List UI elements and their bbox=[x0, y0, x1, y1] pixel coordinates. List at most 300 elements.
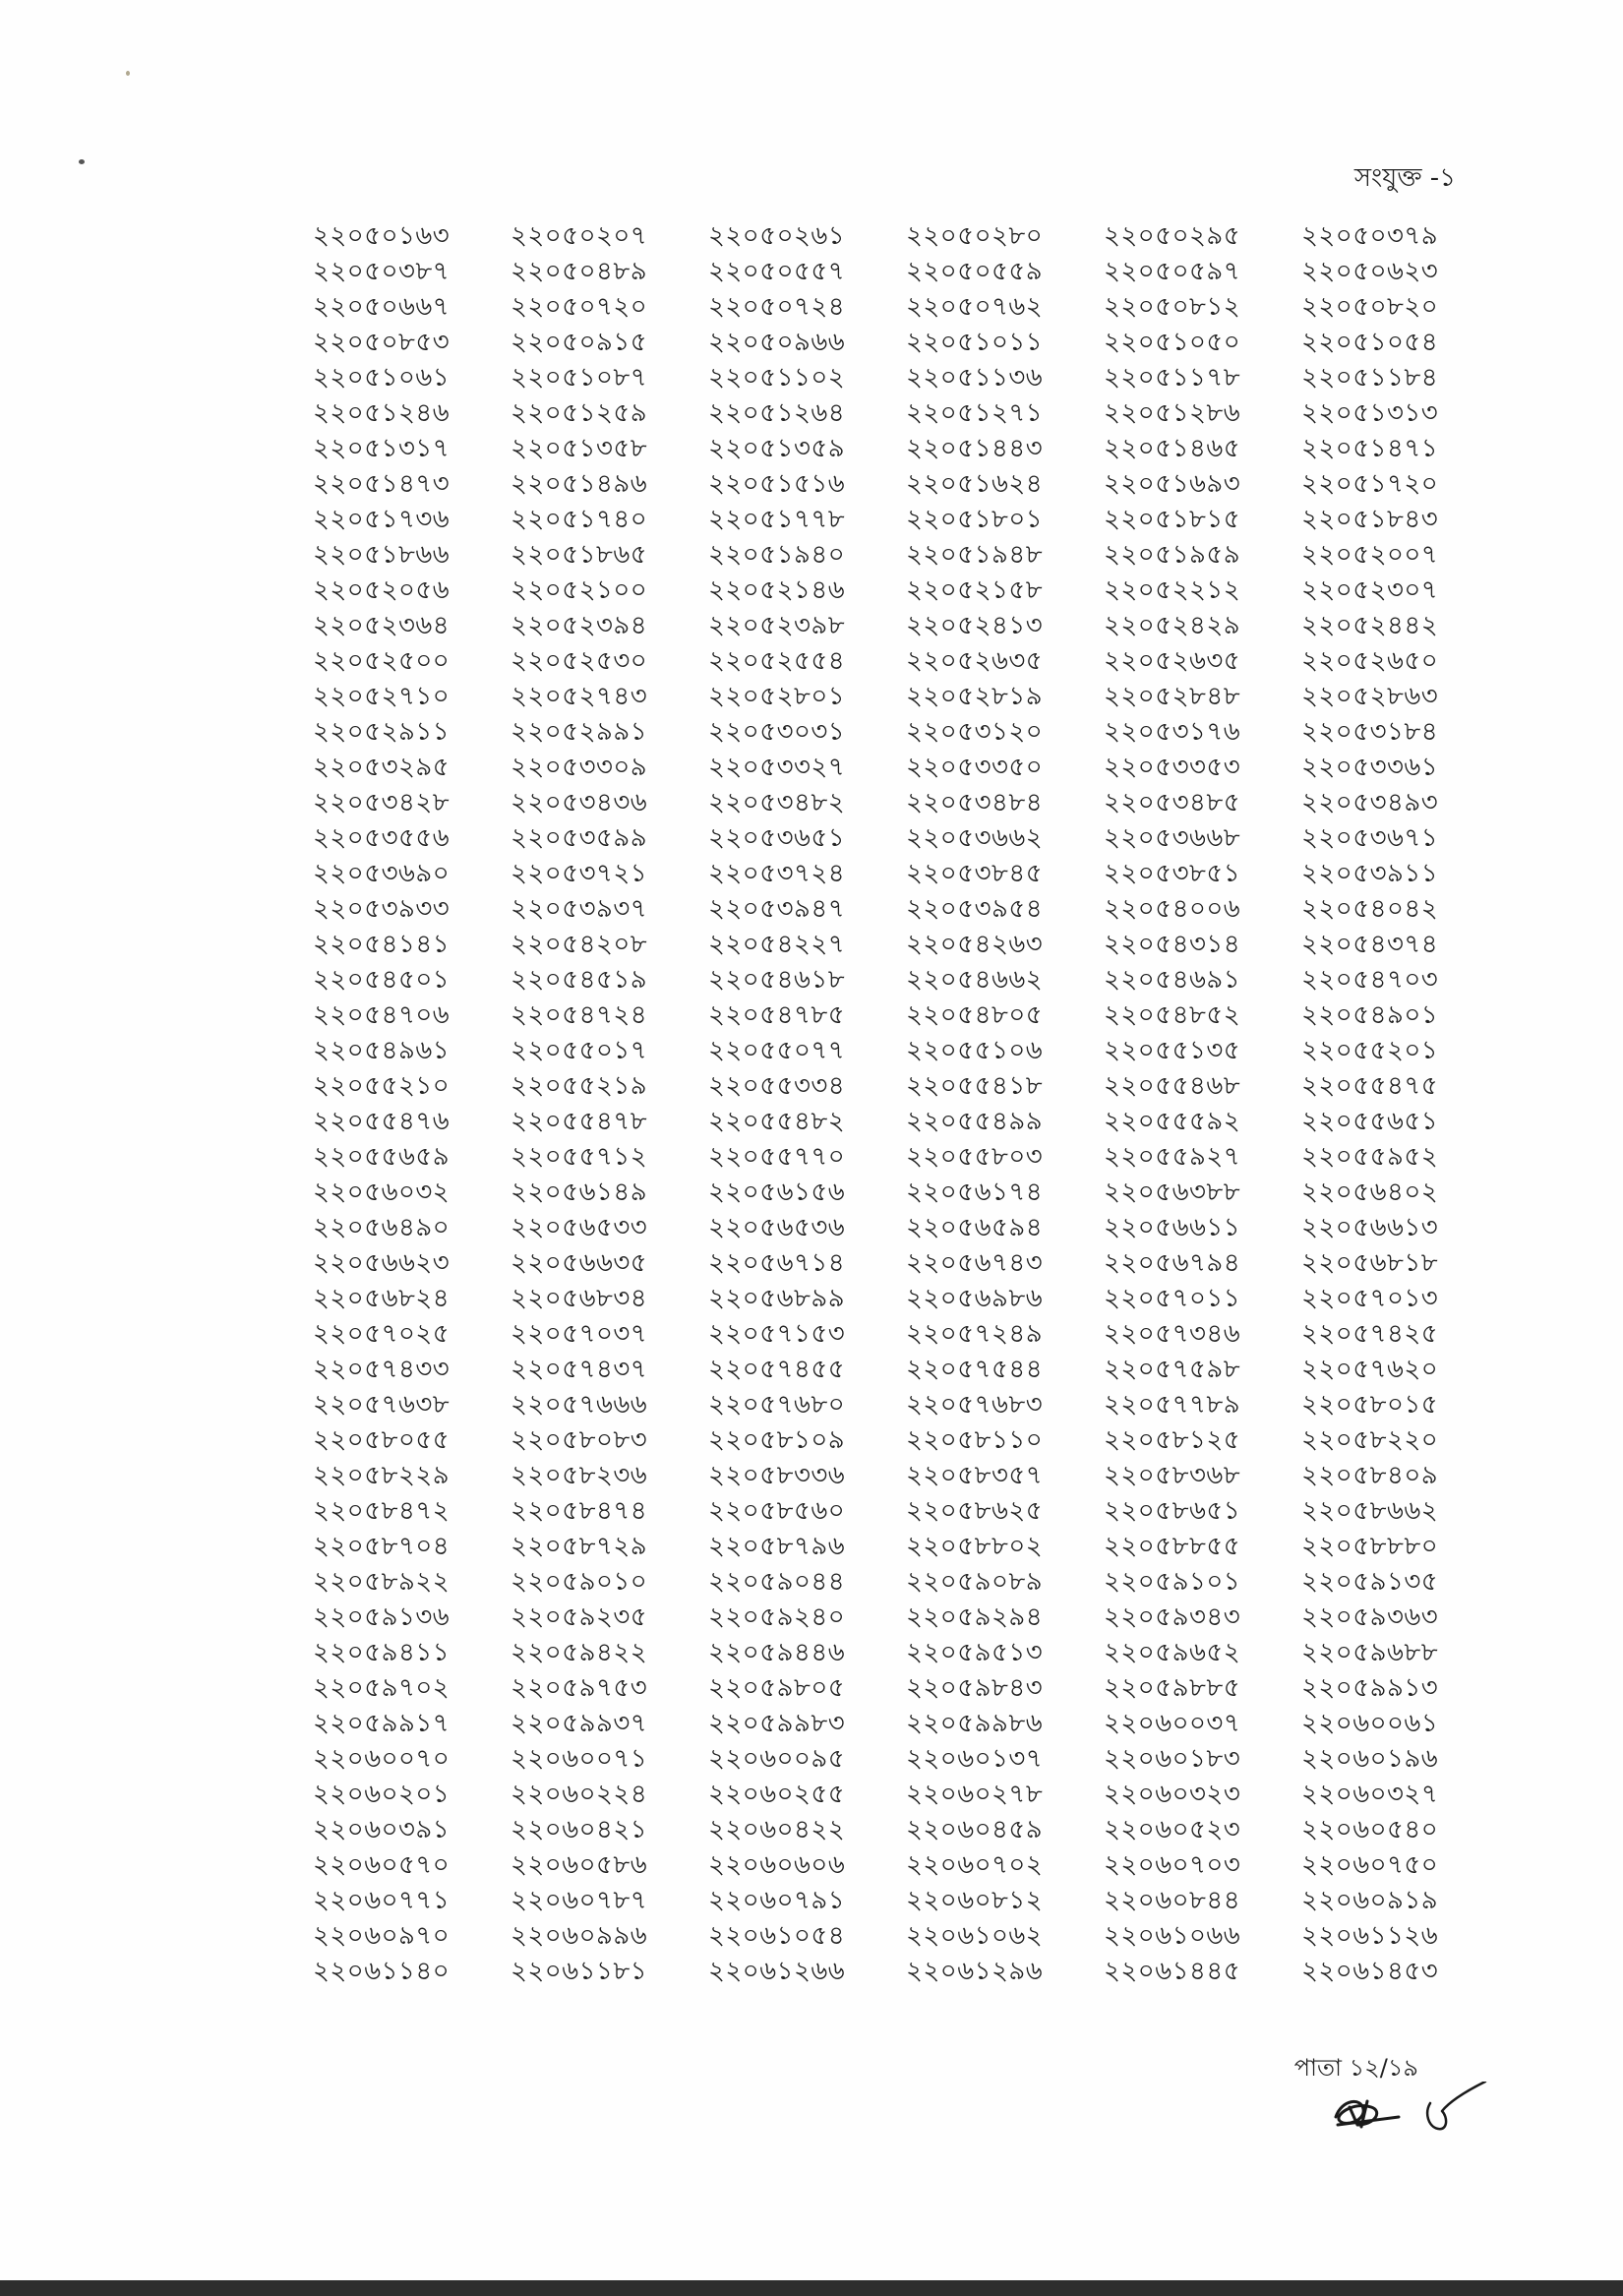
roll-number-cell: ২২০৫৩৯১১ bbox=[1301, 859, 1439, 888]
roll-number-cell: ২২০৫৩১২০ bbox=[906, 717, 1044, 747]
roll-number-cell: ২২০৫৬৭৪৩ bbox=[906, 1248, 1044, 1278]
roll-number-cell: ২২০৬০৭০৩ bbox=[1104, 1850, 1241, 1880]
roll-number-cell: ২২০৬০৭৯১ bbox=[708, 1886, 846, 1915]
roll-number-cell: ২২০৬১৪৫৩ bbox=[1301, 1957, 1439, 1986]
table-row bbox=[313, 254, 1499, 289]
roll-number-cell: ২২০৫০৪৮৯ bbox=[511, 257, 648, 286]
table-row bbox=[313, 1210, 1499, 1245]
roll-number-cell: ২২০৫২৯১১ bbox=[313, 717, 451, 747]
roll-number-cell: ২২০৬০৭৭১ bbox=[313, 1886, 451, 1915]
roll-number-cell: ২২০৫৯৮৮৫ bbox=[1104, 1673, 1241, 1703]
roll-number-cell: ২২০৫৩৩৫০ bbox=[906, 753, 1044, 782]
roll-number-cell: ২২০৫০৮২০ bbox=[1301, 292, 1439, 322]
table-row bbox=[313, 608, 1499, 643]
roll-number-cell: ২২০৫৩৪২৮ bbox=[313, 788, 451, 817]
roll-number-cell: ২২০৫০৬২৩ bbox=[1301, 257, 1439, 286]
roll-number-cell: ২২০৫৮৬২৫ bbox=[906, 1496, 1044, 1526]
roll-number-cell: ২২০৫৩০৩১ bbox=[708, 717, 846, 747]
roll-number-cell: ২২০৫১৪৭৩ bbox=[313, 469, 451, 499]
roll-number-cell: ২২০৫৫৯২৭ bbox=[1104, 1142, 1241, 1172]
roll-number-cell: ২২০৫৫০১৭ bbox=[511, 1036, 648, 1065]
roll-number-cell: ২২০৫২৩৯৪ bbox=[511, 611, 648, 640]
roll-number-cell: ২২০৫১১৭৮ bbox=[1104, 363, 1241, 393]
roll-number-cell: ২২০৫১৩১৩ bbox=[1301, 398, 1439, 428]
roll-number-cell: ২২০৫৪৬৯১ bbox=[1104, 965, 1241, 995]
roll-number-cell: ২২০৫৮০৫৫ bbox=[313, 1425, 451, 1455]
roll-number-cell: ২২০৫৭৪৫৫ bbox=[708, 1355, 846, 1384]
roll-number-cell: ২২০৫৪৫১৯ bbox=[511, 965, 648, 995]
roll-number-cell: ২২০৫৬০৩২ bbox=[313, 1178, 451, 1207]
roll-number-cell: ২২০৬০২২৪ bbox=[511, 1780, 648, 1809]
table-row bbox=[313, 820, 1499, 856]
roll-number-cell: ২২০৬০৪৫৯ bbox=[906, 1815, 1044, 1844]
table-row bbox=[313, 218, 1499, 254]
roll-number-cell: ২২০৫১১৮৪ bbox=[1301, 363, 1439, 393]
roll-number-cell: ২২০৫২৪২৯ bbox=[1104, 611, 1241, 640]
roll-number-cell: ২২০৫৭৫৪৪ bbox=[906, 1355, 1044, 1384]
roll-number-cell: ২২০৫২৪১৩ bbox=[906, 611, 1044, 640]
roll-number-cell: ২২০৫৬৫৩৬ bbox=[708, 1213, 846, 1242]
roll-number-cell: ২২০৫৩৪৩৬ bbox=[511, 788, 648, 817]
table-row bbox=[313, 1068, 1499, 1104]
roll-number-cell: ২২০৫৫২০১ bbox=[1301, 1036, 1439, 1065]
roll-number-cell: ২২০৫৬৬২৩ bbox=[313, 1248, 451, 1278]
table-row bbox=[313, 1954, 1499, 1989]
roll-number-cell: ২২০৫৪৮৫২ bbox=[1104, 1000, 1241, 1030]
roll-number-cell: ২২০৫৩৯৩৩ bbox=[313, 894, 451, 924]
roll-number-cell: ২২০৬১২৬৬ bbox=[708, 1957, 846, 1986]
roll-number-cell: ২২০৫৭০১১ bbox=[1104, 1284, 1241, 1313]
roll-number-cell: ২২০৫০৯১৫ bbox=[511, 328, 648, 357]
table-row bbox=[313, 1777, 1499, 1812]
roll-number-cell: ২২০৫৩২৯৫ bbox=[313, 753, 451, 782]
roll-number-cell: ২২০৬০৩২৭ bbox=[1301, 1780, 1439, 1809]
roll-number-cell: ২২০৫১২৫৯ bbox=[511, 398, 648, 428]
roll-number-cell: ২২০৬১০৬৬ bbox=[1104, 1921, 1241, 1951]
table-row bbox=[313, 1529, 1499, 1564]
roll-number-cell: ২২০৫৫৭১২ bbox=[511, 1142, 648, 1172]
roll-number-cell: ২২০৬১০৬২ bbox=[906, 1921, 1044, 1951]
roll-number-cell: ২২০৫৬১৪৯ bbox=[511, 1178, 648, 1207]
roll-number-cell: ২২০৫৪৯০১ bbox=[1301, 1000, 1439, 1030]
roll-number-cell: ২২০৫২৬৩৫ bbox=[1104, 646, 1241, 676]
roll-number-cell: ২২০৫৭৫৯৮ bbox=[1104, 1355, 1241, 1384]
table-row bbox=[313, 466, 1499, 502]
roll-number-cell: ২২০৫৩৬৬৮ bbox=[1104, 823, 1241, 853]
roll-number-cell: ২২০৫১৪৪৩ bbox=[906, 434, 1044, 463]
roll-number-cell: ২২০৫১৭৭৮ bbox=[708, 505, 846, 534]
roll-number-cell: ২২০৫৬৫৯৪ bbox=[906, 1213, 1044, 1242]
roll-number-cell: ২২০৫২০৫৬ bbox=[313, 575, 451, 605]
roll-number-cell: ২২০৫৪২৬৩ bbox=[906, 930, 1044, 959]
roll-number-cell: ২২০৫২৫৫৪ bbox=[708, 646, 846, 676]
roll-number-cell: ২২০৫৩৮৪৫ bbox=[906, 859, 1044, 888]
roll-number-cell: ২২০৫৮১১০ bbox=[906, 1425, 1044, 1455]
roll-number-cell: ২২০৫৬১৭৪ bbox=[906, 1178, 1044, 1207]
roll-number-cell: ২২০৫৮১০৯ bbox=[708, 1425, 846, 1455]
roll-number-cell: ২২০৫৫৪৭৮ bbox=[511, 1107, 648, 1136]
table-row bbox=[313, 1352, 1499, 1387]
roll-number-cell: ২২০৫৬৭৯৪ bbox=[1104, 1248, 1241, 1278]
roll-number-cell: ২২০৫২১৫৮ bbox=[906, 575, 1044, 605]
roll-number-cell: ২২০৫৬৬৩৫ bbox=[511, 1248, 648, 1278]
table-row bbox=[313, 1245, 1499, 1281]
roll-number-cell: ২২০৫৮৯২২ bbox=[313, 1567, 451, 1597]
table-row bbox=[313, 962, 1499, 997]
roll-number-cell: ২২০৫৪১৪১ bbox=[313, 930, 451, 959]
roll-number-cell: ২২০৬১১২৬ bbox=[1301, 1921, 1439, 1951]
roll-number-cell: ২২০৫৭৬৩৮ bbox=[313, 1390, 451, 1420]
roll-number-cell: ২২০৫৪৭০৬ bbox=[313, 1000, 451, 1030]
roll-number-cell: ২২০৬০৬০৬ bbox=[708, 1850, 846, 1880]
roll-number-cell: ২২০৫২৪৪২ bbox=[1301, 611, 1439, 640]
roll-number-cell: ২২০৫১৪৯৬ bbox=[511, 469, 648, 499]
roll-number-cell: ২২০৫১৪৬৫ bbox=[1104, 434, 1241, 463]
roll-number-cell: ২২০৫১৮০১ bbox=[906, 505, 1044, 534]
roll-number-cell: ২২০৫৮০১৫ bbox=[1301, 1390, 1439, 1420]
table-row bbox=[313, 1281, 1499, 1316]
table-row bbox=[313, 1670, 1499, 1706]
table-row bbox=[313, 1741, 1499, 1777]
roll-number-cell: ২২০৫৫১০৬ bbox=[906, 1036, 1044, 1065]
roll-number-cell: ২২০৫১২৬৪ bbox=[708, 398, 846, 428]
roll-number-cell: ২২০৫৬৮১৮ bbox=[1301, 1248, 1439, 1278]
roll-number-cell: ২২০৫১১০২ bbox=[708, 363, 846, 393]
roll-number-cell: ২২০৫০৯৬৬ bbox=[708, 328, 846, 357]
table-row bbox=[313, 679, 1499, 714]
table-row bbox=[313, 1635, 1499, 1670]
roll-number-cell: ২২০৫৪০০৬ bbox=[1104, 894, 1241, 924]
roll-number-cell: ২২০৫৭৪৩৭ bbox=[511, 1355, 648, 1384]
roll-number-cell: ২২০৫২০০৭ bbox=[1301, 540, 1439, 570]
roll-number-cell: ২২০৫১০৫০ bbox=[1104, 328, 1241, 357]
roll-number-cell: ২২০৫৩৪৯৩ bbox=[1301, 788, 1439, 817]
roll-number-cell: ২২০৫১৯৫৯ bbox=[1104, 540, 1241, 570]
roll-number-cell: ২২০৫৯০৪৪ bbox=[708, 1567, 846, 1597]
roll-number-cell: ২২০৫১৮৬৫ bbox=[511, 540, 648, 570]
roll-number-cell: ২২০৫৯৭৫৩ bbox=[511, 1673, 648, 1703]
table-row bbox=[313, 1104, 1499, 1139]
roll-number-cell: ২২০৫৯৮০৫ bbox=[708, 1673, 846, 1703]
roll-number-cell: ২২০৫২৮০১ bbox=[708, 682, 846, 711]
roll-number-cell: ২২০৫৪২০৮ bbox=[511, 930, 648, 959]
table-row bbox=[313, 1422, 1499, 1458]
table-row bbox=[313, 325, 1499, 360]
roll-number-cell: ২২০৫১৭২০ bbox=[1301, 469, 1439, 499]
roll-number-cell: ২২০৫০৭২০ bbox=[511, 292, 648, 322]
roll-number-cell: ২২০৬০৪২২ bbox=[708, 1815, 846, 1844]
roll-number-cell: ২২০৫১৭৩৬ bbox=[313, 505, 451, 534]
roll-number-cell: ২২০৫৩৬৬২ bbox=[906, 823, 1044, 853]
roll-number-cell: ২২০৫৫৪৭৬ bbox=[313, 1107, 451, 1136]
roll-number-cell: ২২০৫৮০৮৩ bbox=[511, 1425, 648, 1455]
table-row bbox=[313, 1387, 1499, 1422]
table-row bbox=[313, 1883, 1499, 1918]
table-row bbox=[313, 1033, 1499, 1068]
table-row bbox=[313, 431, 1499, 466]
roll-number-cell: ২২০৫৪৭০৩ bbox=[1301, 965, 1439, 995]
roll-number-cell: ২২০৫১৩৫৯ bbox=[708, 434, 846, 463]
roll-number-cell: ২২০৬১১৪০ bbox=[313, 1957, 451, 1986]
roll-number-cell: ২২০৫৭৬৮০ bbox=[708, 1390, 846, 1420]
roll-number-cell: ২২০৬১০৫৪ bbox=[708, 1921, 846, 1951]
roll-number-cell: ২২০৫৬৬১১ bbox=[1104, 1213, 1241, 1242]
roll-number-cell: ২২০৫৭৪২৫ bbox=[1301, 1319, 1439, 1349]
roll-number-cell: ২২০৫১৮১৫ bbox=[1104, 505, 1241, 534]
roll-number-cell: ২২০৫৯৩৬৩ bbox=[1301, 1602, 1439, 1632]
roll-number-cell: ২২০৬০৯১৯ bbox=[1301, 1886, 1439, 1915]
roll-number-cell: ২২০৫৮৪০৯ bbox=[1301, 1461, 1439, 1490]
table-row bbox=[313, 395, 1499, 431]
roll-number-cell: ২২০৫৬৮২৪ bbox=[313, 1284, 451, 1313]
roll-number-cell: ২২০৫৮৭৯৬ bbox=[708, 1532, 846, 1561]
roll-number-cell: ২২০৫১০৫৪ bbox=[1301, 328, 1439, 357]
roll-number-cell: ২২০৫৬৩৮৮ bbox=[1104, 1178, 1241, 1207]
roll-number-cell: ২২০৫০২৯৫ bbox=[1104, 221, 1241, 251]
roll-number-cell: ২২০৫২৮৪৮ bbox=[1104, 682, 1241, 711]
roll-number-cell: ২২০৬০৯৭০ bbox=[313, 1921, 451, 1951]
table-row bbox=[313, 1493, 1499, 1529]
roll-number-cell: ২২০৫৬৮৩৪ bbox=[511, 1284, 648, 1313]
roll-number-cell: ২২০৫৮৭২৯ bbox=[511, 1532, 648, 1561]
roll-number-cell: ২২০৫৯৫১৩ bbox=[906, 1638, 1044, 1667]
roll-number-cell: ২২০৫৯২৯৪ bbox=[906, 1602, 1044, 1632]
roll-number-cell: ২২০৫৪৩৭৪ bbox=[1301, 930, 1439, 959]
roll-number-cell: ২২০৫৪২২৭ bbox=[708, 930, 846, 959]
roll-number-cell: ২২০৫০৮৫৩ bbox=[313, 328, 451, 357]
roll-number-cell: ২২০৬০২৫৫ bbox=[708, 1780, 846, 1809]
roll-number-cell: ২২০৫৯১০১ bbox=[1104, 1567, 1241, 1597]
roll-number-cell: ২২০৫৭৬২০ bbox=[1301, 1355, 1439, 1384]
table-row bbox=[313, 927, 1499, 962]
roll-number-cell: ২২০৫৮৮০২ bbox=[906, 1532, 1044, 1561]
roll-number-cell: ২২০৫১৫১৬ bbox=[708, 469, 846, 499]
roll-number-cell: ২২০৫১৯৪৮ bbox=[906, 540, 1044, 570]
roll-number-cell: ২২০৫৯৬৫২ bbox=[1104, 1638, 1241, 1667]
roll-number-cell: ২২০৫৫৭৭০ bbox=[708, 1142, 846, 1172]
roll-number-cell: ২২০৬০১৩৭ bbox=[906, 1744, 1044, 1774]
table-row bbox=[313, 1139, 1499, 1175]
roll-number-cell: ২২০৬১২৯৬ bbox=[906, 1957, 1044, 1986]
roll-number-cell: ২২০৫০৬৬৭ bbox=[313, 292, 451, 322]
roll-number-cell: ২২০৫২১০০ bbox=[511, 575, 648, 605]
roll-number-cell: ২২০৫৪৬১৮ bbox=[708, 965, 846, 995]
roll-number-cell: ২২০৫১৩১৭ bbox=[313, 434, 451, 463]
roll-number-cell: ২২০৫৭৬৬৬ bbox=[511, 1390, 648, 1420]
roll-number-cell: ২২০৫৩৯৫৪ bbox=[906, 894, 1044, 924]
roll-number-cell: ২২০৬০৮১২ bbox=[906, 1886, 1044, 1915]
roll-number-cell: ২২০৬০৫৭০ bbox=[313, 1850, 451, 1880]
table-row bbox=[313, 750, 1499, 785]
roll-number-cell: ২২০৫৬৭১৪ bbox=[708, 1248, 846, 1278]
roll-number-cell: ২২০৫৮৪৭২ bbox=[313, 1496, 451, 1526]
roll-number-cell: ২২০৫০৫৫৯ bbox=[906, 257, 1044, 286]
roll-number-cell: ২২০৫৩৩০৯ bbox=[511, 753, 648, 782]
roll-number-cell: ২২০৫২৬৫০ bbox=[1301, 646, 1439, 676]
page-number: পাতা ১২/১৯ bbox=[1293, 2054, 1418, 2082]
roll-number-cell: ২২০৫২৮৬৩ bbox=[1301, 682, 1439, 711]
roll-number-cell: ২২০৫০১৬৩ bbox=[313, 221, 451, 251]
roll-number-cell: ২২০৫২৬৩৫ bbox=[906, 646, 1044, 676]
roll-number-cell: ২২০৫২৫৩০ bbox=[511, 646, 648, 676]
roll-number-cell: ২২০৫১২৭১ bbox=[906, 398, 1044, 428]
roll-number-cell: ২২০৬০০৩৭ bbox=[1104, 1709, 1241, 1738]
roll-number-cell: ২২০৫৭১৫৩ bbox=[708, 1319, 846, 1349]
roll-number-cell: ২২০৫৬১৫৬ bbox=[708, 1178, 846, 1207]
roll-number-cell: ২২০৫৯১৩৬ bbox=[313, 1602, 451, 1632]
roll-number-cell: ২২০৫৩৩৬১ bbox=[1301, 753, 1439, 782]
roll-number-cell: ২২০৫৫৪৬৮ bbox=[1104, 1071, 1241, 1101]
roll-number-cell: ২২০৫৮৮৫৫ bbox=[1104, 1532, 1241, 1561]
table-row bbox=[313, 1175, 1499, 1210]
roll-number-cell: ২২০৫৫৪৮২ bbox=[708, 1107, 846, 1136]
roll-number-cell: ২২০৫৪৯৬১ bbox=[313, 1036, 451, 1065]
roll-number-cell: ২২০৫১০৬১ bbox=[313, 363, 451, 393]
roll-number-cell: ২২০৫৯৮৪৩ bbox=[906, 1673, 1044, 1703]
roll-number-cell: ২২০৫৯৯৮৬ bbox=[906, 1709, 1044, 1738]
table-row bbox=[313, 289, 1499, 325]
roll-number-cell: ২২০৬০৫৮৬ bbox=[511, 1850, 648, 1880]
roll-number-cell: ২২০৫৯১৩৫ bbox=[1301, 1567, 1439, 1597]
table-row bbox=[313, 1600, 1499, 1635]
roll-number-cell: ২২০৫৩৩২৭ bbox=[708, 753, 846, 782]
roll-number-cell: ২২০৫৫৪৯৯ bbox=[906, 1107, 1044, 1136]
roll-number-cell: ২২০৫৩৯৪৭ bbox=[708, 894, 846, 924]
roll-number-cell: ২২০৫৯০১০ bbox=[511, 1567, 648, 1597]
roll-number-cell: ২২০৫২৩০৭ bbox=[1301, 575, 1439, 605]
roll-number-cell: ২২০৫৫৮০৩ bbox=[906, 1142, 1044, 1172]
roll-number-cell: ২২০৫৮৩৩৬ bbox=[708, 1461, 846, 1490]
roll-number-cell: ২২০৫০২৬১ bbox=[708, 221, 846, 251]
roll-number-cell: ২২০৫৯০৮৯ bbox=[906, 1567, 1044, 1597]
roll-number-cell: ২২০৫৯৬৮৮ bbox=[1301, 1638, 1439, 1667]
roll-table-body bbox=[313, 218, 1499, 1989]
roll-number-cell: ২২০৫২৫০০ bbox=[313, 646, 451, 676]
roll-number-cell: ২২০৫৭৪৩৩ bbox=[313, 1355, 451, 1384]
roll-number-cell: ২২০৫০৩৭৯ bbox=[1301, 221, 1439, 251]
roll-number-cell: ২২০৬০৩৯১ bbox=[313, 1815, 451, 1844]
table-row bbox=[313, 502, 1499, 537]
roll-number-cell: ২২০৫৩৫৯৯ bbox=[511, 823, 648, 853]
roll-number-cell: ২২০৫৮৬৬২ bbox=[1301, 1496, 1439, 1526]
roll-number-cell: ২২০৬০০৭১ bbox=[511, 1744, 648, 1774]
roll-number-cell: ২২০৫৬৯৮৬ bbox=[906, 1284, 1044, 1313]
table-row bbox=[313, 1812, 1499, 1847]
roll-number-cell: ২২০৫৩৫৫৬ bbox=[313, 823, 451, 853]
roll-number-cell: ২২০৫১০৮৭ bbox=[511, 363, 648, 393]
roll-number-cell: ২২০৫৫০৭৭ bbox=[708, 1036, 846, 1065]
roll-number-cell: ২২০৫০৭২৪ bbox=[708, 292, 846, 322]
roll-number-cell: ২২০৫৫২১৯ bbox=[511, 1071, 648, 1101]
roll-number-cell: ২২০৫৮১২৫ bbox=[1104, 1425, 1241, 1455]
roll-number-cell: ২২০৬০২০১ bbox=[313, 1780, 451, 1809]
roll-number-cell: ২২০৫৫১৩৫ bbox=[1104, 1036, 1241, 1065]
roll-number-cell: ২২০৫৮৮৮০ bbox=[1301, 1532, 1439, 1561]
roll-number-cell: ২২০৫২৩৯৮ bbox=[708, 611, 846, 640]
roll-number-cell: ২২০৫১৯৪০ bbox=[708, 540, 846, 570]
roll-number-cell: ২২০৫৫৬৫৯ bbox=[313, 1142, 451, 1172]
roll-number-cell: ২২০৫১০১১ bbox=[906, 328, 1044, 357]
roll-number-cell: ২২০৫৩১৭৬ bbox=[1104, 717, 1241, 747]
roll-number-cell: ২২০৫২২১২ bbox=[1104, 575, 1241, 605]
roll-number-cell: ২২০৬১৪৪৫ bbox=[1104, 1957, 1241, 1986]
roll-number-cell: ২২০৫১৩৫৮ bbox=[511, 434, 648, 463]
roll-number-cell: ২২০৫৩৭২১ bbox=[511, 859, 648, 888]
table-row bbox=[313, 1458, 1499, 1493]
roll-number-cell: ২২০৫৮৭০৪ bbox=[313, 1532, 451, 1561]
roll-number-cell: ২২০৬০৪২১ bbox=[511, 1815, 648, 1844]
roll-number-cell: ২২০৫৬৫৩৩ bbox=[511, 1213, 648, 1242]
roll-number-cell: ২২০৫৯২৩৫ bbox=[511, 1602, 648, 1632]
table-row bbox=[313, 537, 1499, 573]
roll-number-cell: ২২০৫৯৯১৩ bbox=[1301, 1673, 1439, 1703]
roll-number-cell: ২২০৫৭০৩৭ bbox=[511, 1319, 648, 1349]
roll-number-cell: ২২০৫৪৭২৪ bbox=[511, 1000, 648, 1030]
roll-number-cell: ২২০৫২৯৯১ bbox=[511, 717, 648, 747]
roll-number-cell: ২২০৫৭৩৪৬ bbox=[1104, 1319, 1241, 1349]
signature-mark bbox=[1328, 2082, 1505, 2141]
roll-number-cell: ২২০৫৩৬৫১ bbox=[708, 823, 846, 853]
table-row bbox=[313, 360, 1499, 395]
table-row bbox=[313, 997, 1499, 1033]
roll-number-cell: ২২০৫৩৮৫১ bbox=[1104, 859, 1241, 888]
roll-number-cell: ২২০৬০০৬১ bbox=[1301, 1709, 1439, 1738]
roll-number-cell: ২২০৫৮৩৫৭ bbox=[906, 1461, 1044, 1490]
roll-number-cell: ২২০৫১৪৭১ bbox=[1301, 434, 1439, 463]
roll-number-cell: ২২০৬০৭৫০ bbox=[1301, 1850, 1439, 1880]
roll-number-cell: ২২০৫৮২২০ bbox=[1301, 1425, 1439, 1455]
roll-number-cell: ২২০৫১১৩৬ bbox=[906, 363, 1044, 393]
table-row bbox=[313, 891, 1499, 927]
roll-number-cell: ২২০৫৯৯৩৭ bbox=[511, 1709, 648, 1738]
roll-number-cell: ২২০৫০৩৮৭ bbox=[313, 257, 451, 286]
roll-number-cell: ২২০৫০৫৯৭ bbox=[1104, 257, 1241, 286]
roll-number-cell: ২২০৫৩৯৩৭ bbox=[511, 894, 648, 924]
scan-speck bbox=[79, 159, 85, 164]
roll-number-cell: ২২০৫১৭৪০ bbox=[511, 505, 648, 534]
roll-number-cell: ২২০৫৪৭৮৫ bbox=[708, 1000, 846, 1030]
table-row bbox=[313, 573, 1499, 608]
table-row bbox=[313, 1847, 1499, 1883]
roll-number-cell: ২২০৫৭৬৮৩ bbox=[906, 1390, 1044, 1420]
roll-number-cell: ২২০৫১২৮৬ bbox=[1104, 398, 1241, 428]
roll-number-cell: ২২০৫১৬৯৩ bbox=[1104, 469, 1241, 499]
roll-number-cell: ২২০৫৩৪৮২ bbox=[708, 788, 846, 817]
scan-speck bbox=[126, 71, 130, 76]
roll-number-cell: ২২০৫৯৩৪৩ bbox=[1104, 1602, 1241, 1632]
roll-number-cell: ২২০৫৩৪৮৪ bbox=[906, 788, 1044, 817]
table-row bbox=[313, 1564, 1499, 1600]
table-row bbox=[313, 856, 1499, 891]
scan-edge-strip bbox=[0, 2280, 1623, 2296]
roll-number-cell: ২২০৫৯৯৮৩ bbox=[708, 1709, 846, 1738]
roll-number-cell: ২২০৫৬৪৯০ bbox=[313, 1213, 451, 1242]
roll-number-cell: ২২০৫৩১৮৪ bbox=[1301, 717, 1439, 747]
roll-number-cell: ২২০৫১২৪৬ bbox=[313, 398, 451, 428]
roll-number-cell: ২২০৫৮২৩৬ bbox=[511, 1461, 648, 1490]
roll-number-cell: ২২০৫৯৪৪৬ bbox=[708, 1638, 846, 1667]
roll-number-cell: ২২০৫৮৬৫১ bbox=[1104, 1496, 1241, 1526]
roll-number-cell: ২২০৫০৭৬২ bbox=[906, 292, 1044, 322]
roll-number-cell: ২২০৬০৭৮৭ bbox=[511, 1886, 648, 1915]
table-row bbox=[313, 714, 1499, 750]
table-row bbox=[313, 1706, 1499, 1741]
roll-number-cell: ২২০৬০১৯৬ bbox=[1301, 1744, 1439, 1774]
roll-number-table bbox=[313, 218, 1499, 1989]
roll-number-cell: ২২০৫০২০৭ bbox=[511, 221, 648, 251]
roll-number-cell: ২২০৫৬৪০২ bbox=[1301, 1178, 1439, 1207]
roll-number-cell: ২২০৫৩৬৭১ bbox=[1301, 823, 1439, 853]
